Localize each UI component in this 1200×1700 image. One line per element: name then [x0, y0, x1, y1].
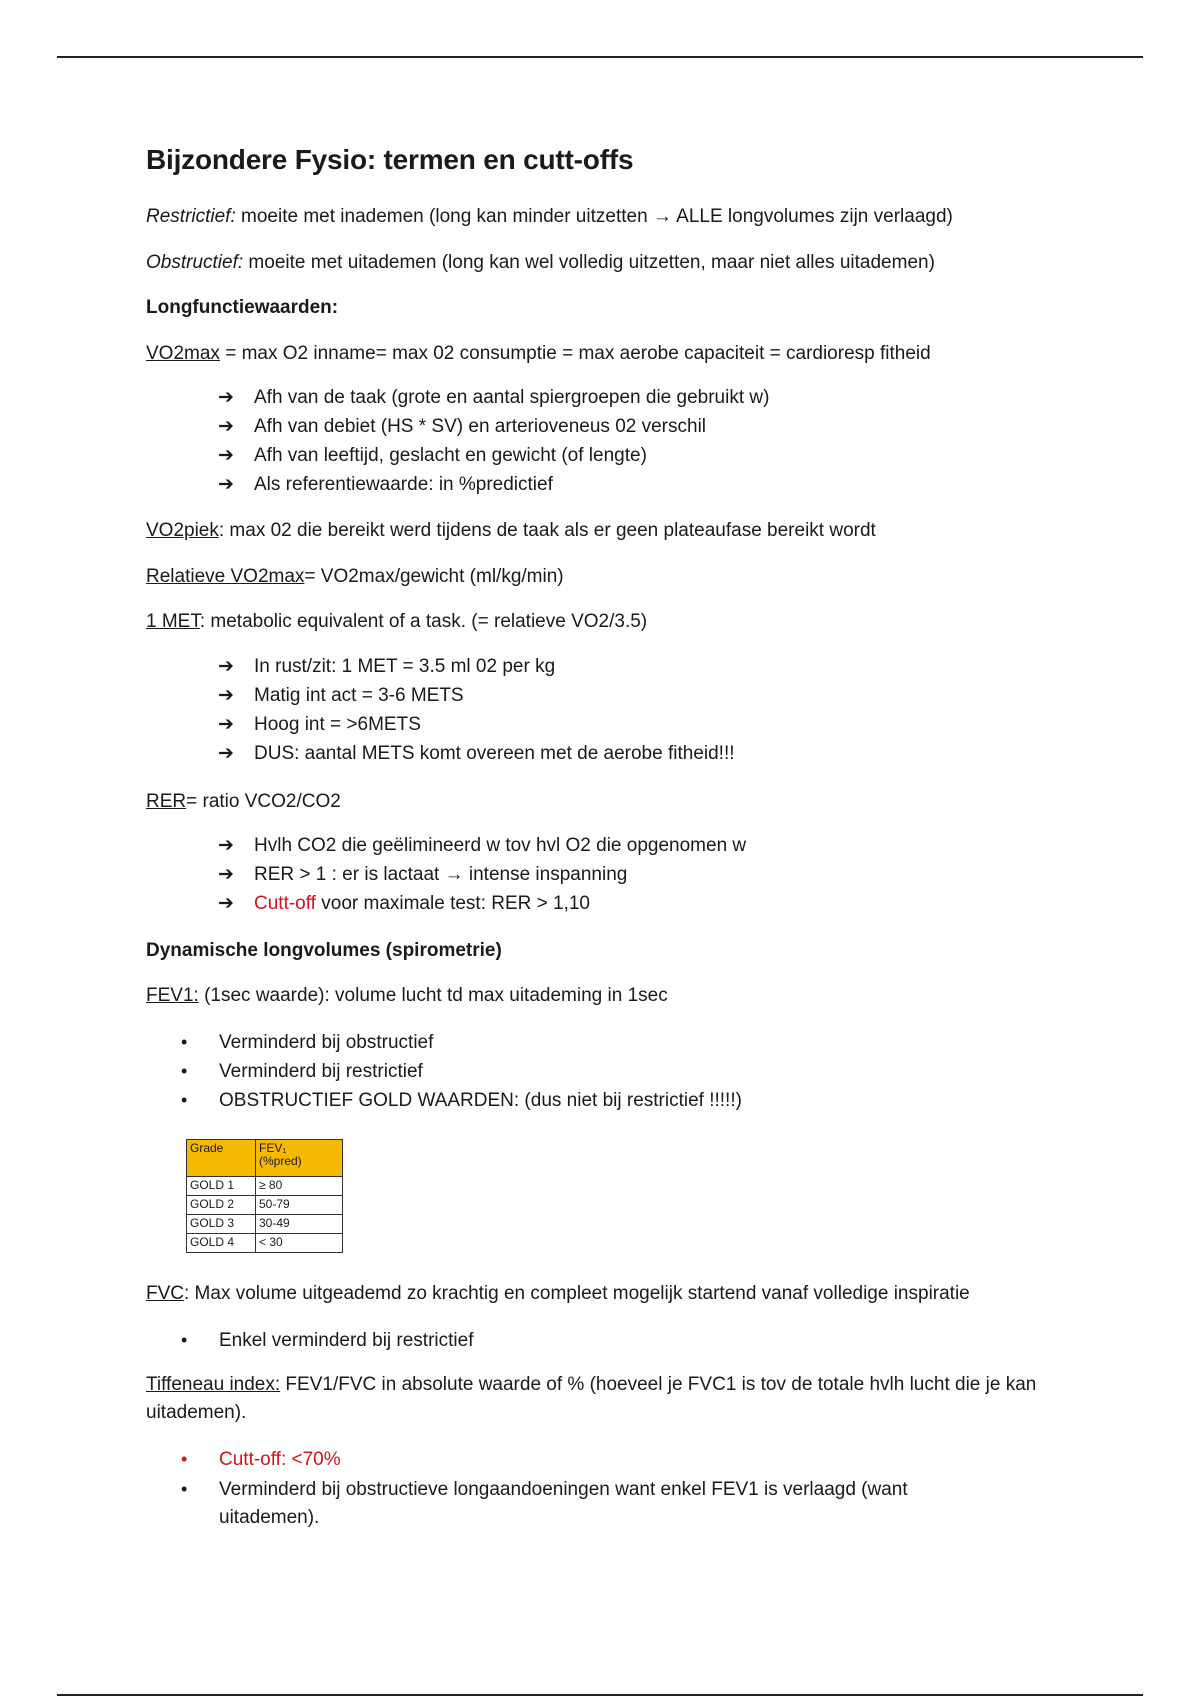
rer-term: RER — [146, 791, 187, 812]
bullet-icon: • — [181, 1032, 188, 1052]
bullet-icon: • — [181, 1090, 188, 1110]
arrow-icon: ➔ — [218, 685, 234, 706]
list-item-text: Afh van leeftijd, geslacht en gewicht (of lengte) — [254, 445, 647, 466]
table-cell-grade: GOLD 1 — [187, 1177, 256, 1196]
list-item-text: DUS: aantal METS komt overeen met de aerobe fitheid!!! — [254, 743, 735, 764]
vo2piek-text: : max 02 die bereikt werd tijdens de taak als er geen plateaufase bereikt wordt — [218, 520, 876, 541]
arrow-icon: ➔ — [218, 714, 234, 735]
rer-text: = ratio VCO2/CO2 — [186, 791, 341, 812]
arrow-icon: ➔ — [218, 416, 234, 437]
table-header-grade: Grade — [187, 1140, 256, 1177]
bullet-list-item — [181, 1028, 433, 1057]
bullet-list-item-cutoff — [181, 1445, 341, 1474]
table-cell-grade: GOLD 3 — [187, 1215, 256, 1234]
table-cell-value: 50-79 — [256, 1196, 343, 1215]
table-cell-value: < 30 — [256, 1234, 343, 1253]
arrow-list-item — [218, 653, 555, 681]
bullet-icon: • — [181, 1449, 188, 1469]
bottom-rule — [57, 1694, 1143, 1696]
bullet-list-item — [181, 1475, 961, 1532]
list-item-text: Afh van debiet (HS * SV) en arterioveneus 02 verschil — [254, 416, 707, 437]
bullet-icon: • — [181, 1479, 188, 1499]
table-row — [187, 1196, 343, 1215]
bullet-list-item — [181, 1086, 742, 1115]
relatieve-line — [146, 563, 564, 591]
bullet-icon: • — [181, 1330, 188, 1350]
fvc-term: FVC — [146, 1283, 184, 1304]
list-item-text: Enkel verminderd bij restrictief — [219, 1330, 474, 1351]
arrow-list-item — [218, 861, 627, 889]
fev-header-sub: (%pred) — [259, 1154, 302, 1168]
arrow-list-item — [218, 384, 769, 412]
met-term: 1 MET — [146, 611, 200, 632]
vo2piek-line — [146, 517, 876, 545]
tiffeneau-term: Tiffeneau index: — [146, 1374, 281, 1395]
vo2max-line — [146, 340, 931, 368]
list-item-text: Verminderd bij obstructieve longaandoeningen want enkel FEV1 is verlaagd (want uitademen). — [219, 1479, 908, 1528]
table-cell-grade: GOLD 2 — [187, 1196, 256, 1215]
arrow-icon: ➔ — [218, 743, 234, 764]
list-item-text: Afh van de taak (grote en aantal spiergroepen die gebruikt w) — [254, 387, 770, 408]
tiffeneau-text: FEV1/FVC in absolute waarde of % (hoeveel je FVC1 is tov de totale hvlh lucht die je kan uitademen). — [146, 1374, 1037, 1423]
longfunctie-heading: Longfunctiewaarden: — [146, 297, 339, 318]
bullet-icon: • — [181, 1061, 188, 1081]
met-line — [146, 608, 647, 636]
list-item-text: Hvlh CO2 die geëlimineerd w tov hvl O2 die opgenomen w — [254, 835, 747, 856]
vo2piek-term: VO2piek — [146, 520, 219, 541]
list-item-text: Verminderd bij obstructief — [219, 1032, 434, 1053]
bullet-list-item — [181, 1326, 473, 1355]
rer-line — [146, 788, 341, 816]
arrow-list-item — [218, 442, 647, 470]
page-title: Bijzondere Fysio: termen en cutt-offs — [146, 144, 634, 175]
obstructief-term: Obstructief: — [146, 252, 244, 273]
obstructief-text: moeite met uitademen (long kan wel volledig uitzetten, maar niet alles uitademen) — [243, 252, 935, 273]
list-item-text: Verminderd bij restrictief — [219, 1061, 423, 1082]
vo2max-text: = max O2 inname= max 02 consumptie = max aerobe capaciteit = cardioresp fitheid — [219, 343, 931, 364]
fvc-text: : Max volume uitgeademd zo krachtig en compleet mogelijk startend vanaf volledige inspiratie — [184, 1283, 970, 1304]
list-item-text: Matig int act = 3-6 METS — [254, 685, 464, 706]
arrow-list-item — [218, 832, 746, 860]
top-rule — [57, 56, 1143, 58]
cutoff-text: Cutt-off: <70% — [219, 1449, 341, 1470]
vo2max-term: VO2max — [146, 343, 220, 364]
relatieve-term: Relatieve VO2max — [146, 566, 305, 587]
relatieve-text: = VO2max/gewicht (ml/kg/min) — [304, 566, 564, 587]
restrictief-term: Restrictief: — [146, 206, 236, 227]
table-header-row — [187, 1140, 343, 1177]
arrow-list-item — [218, 711, 421, 739]
table-header-fev — [256, 1140, 343, 1177]
arrow-icon: ➔ — [218, 835, 234, 856]
arrow-list-item — [218, 471, 553, 499]
arrow-icon: ➔ — [218, 893, 234, 914]
arrow-icon: ➔ — [218, 387, 234, 408]
arrow-icon: ➔ — [218, 864, 234, 885]
table-row — [187, 1234, 343, 1253]
list-item-text: RER > 1 : er is lactaat → intense inspanning — [254, 864, 628, 885]
list-item-text: voor maximale test: RER > 1,10 — [315, 893, 590, 914]
arrow-list-item — [218, 890, 590, 918]
fev1-text: (1sec waarde): volume lucht td max uitademing in 1sec — [198, 985, 668, 1006]
table-cell-value: 30-49 — [256, 1215, 343, 1234]
list-item-text: Als referentiewaarde: in %predictief — [254, 474, 553, 495]
bullet-list-item — [181, 1057, 423, 1086]
table-row — [187, 1177, 343, 1196]
fev-header-text: FEV₁ — [259, 1141, 287, 1155]
arrow-list-item — [218, 740, 735, 768]
arrow-icon: ➔ — [218, 656, 234, 677]
arrow-icon: ➔ — [218, 474, 234, 495]
list-item-text: In rust/zit: 1 MET = 3.5 ml 02 per kg — [254, 656, 556, 677]
fev1-line — [146, 982, 668, 1010]
dynamische-heading: Dynamische longvolumes (spirometrie) — [146, 940, 502, 961]
table-cell-grade: GOLD 4 — [187, 1234, 256, 1253]
arrow-list-item — [218, 682, 464, 710]
fev1-term: FEV1: — [146, 985, 199, 1006]
table-row — [187, 1215, 343, 1234]
table-cell-value: ≥ 80 — [256, 1177, 343, 1196]
tiffeneau-paragraph — [146, 1371, 1066, 1427]
restrictief-text: moeite met inademen (long kan minder uitzetten → ALLE longvolumes zijn verlaagd) — [235, 206, 953, 227]
restrictief-line — [146, 203, 953, 231]
arrow-icon: ➔ — [218, 445, 234, 466]
list-item-text: Hoog int = >6METS — [254, 714, 421, 735]
met-text: : metabolic equivalent of a task. (= relatieve VO2/3.5) — [199, 611, 648, 632]
arrow-list-item — [218, 413, 706, 441]
obstructief-line — [146, 249, 935, 277]
list-item-text: OBSTRUCTIEF GOLD WAARDEN: (dus niet bij restrictief !!!!!) — [219, 1090, 742, 1111]
gold-grade-table — [186, 1139, 343, 1253]
fvc-line — [146, 1280, 970, 1308]
cutoff-label: Cutt-off — [254, 893, 316, 914]
